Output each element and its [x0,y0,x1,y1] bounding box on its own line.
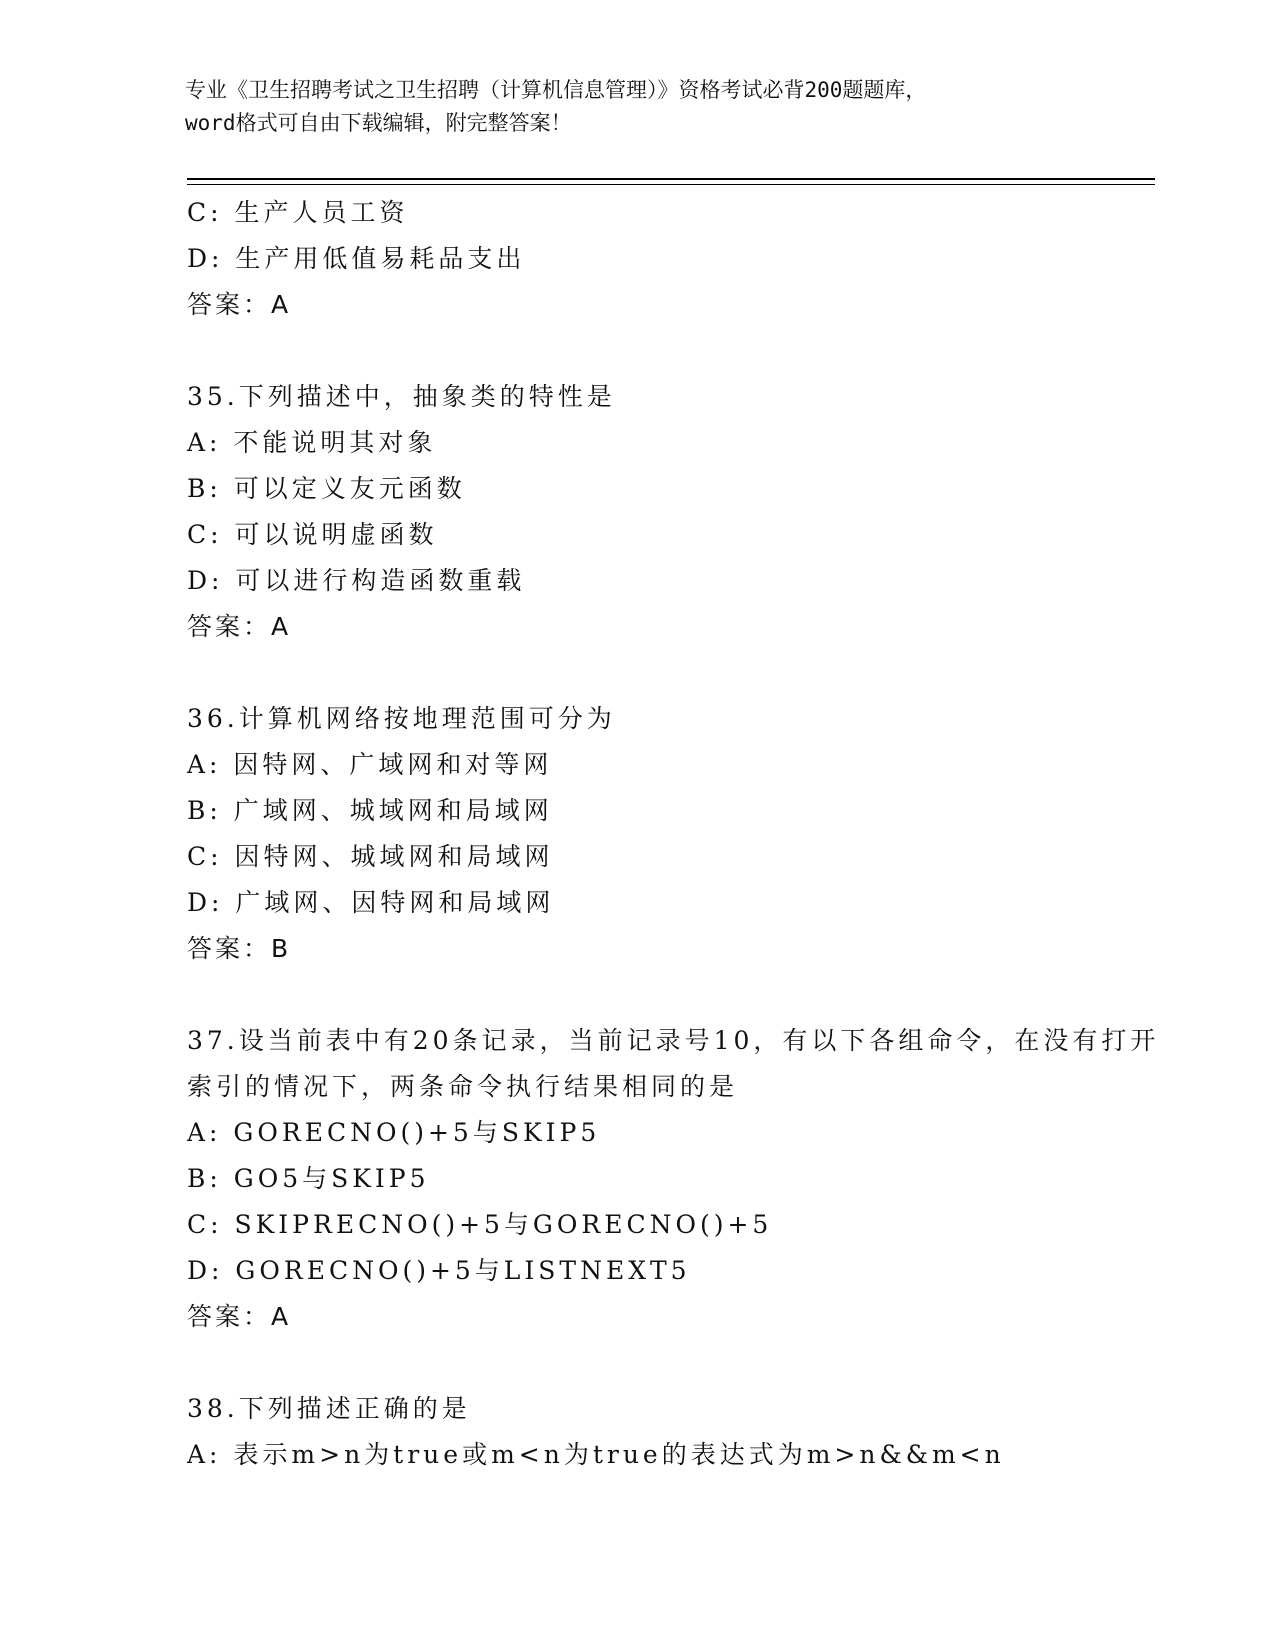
option-b: B: 可以定义友元函数 [187,474,466,503]
question-36: 36.计算机网络按地理范围可分为 [187,704,616,733]
question-list [187,190,1167,1478]
option-b: B: GO5与SKIP5 [187,1164,430,1193]
question-38: 38.下列描述正确的是 [187,1394,471,1423]
option-b: B: 广域网、城域网和局域网 [187,796,553,825]
answer: 答案：A [187,612,292,641]
option-d: D: 生产用低值易耗品支出 [187,244,526,273]
option-a: A: 因特网、广域网和对等网 [187,750,553,779]
question-37: 37.设当前表中有20条记录，当前记录号10，有以下各组命令，在没有打开索引的情况下，两条命令执行结果相同的是 [187,1026,1160,1101]
header-title-line-1: 专业《卫生招聘考试之卫生招聘（计算机信息管理）》资格考试必背200题题库， [185,78,927,102]
option-c: C: SKIPRECNO()+5与GORECNO()+5 [187,1210,773,1239]
question-35: 35.下列描述中，抽象类的特性是 [187,382,616,411]
option-a: A: 不能说明其对象 [187,428,437,457]
option-c: C: 可以说明虚函数 [187,520,438,549]
answer: 答案：A [187,290,292,319]
document-header [185,74,1085,140]
option-c: C: 生产人员工资 [187,198,409,227]
header-title-line-2: word格式可自由下载编辑，附完整答案！ [185,111,572,135]
option-d: D: 可以进行构造函数重载 [187,566,526,595]
option-a: A: GORECNO()+5与SKIP5 [187,1118,601,1147]
option-c: C: 因特网、城域网和局域网 [187,842,554,871]
header-divider-thick [187,178,1155,180]
answer: 答案：B [187,934,292,963]
option-d: D: GORECNO()+5与LISTNEXT5 [187,1256,691,1285]
option-a: A: 表示m>n为true或m<n为true的表达式为m>n&&m<n [187,1440,1005,1469]
header-divider-thin [187,184,1155,185]
answer: 答案：A [187,1302,292,1331]
option-d: D: 广域网、因特网和局域网 [187,888,555,917]
